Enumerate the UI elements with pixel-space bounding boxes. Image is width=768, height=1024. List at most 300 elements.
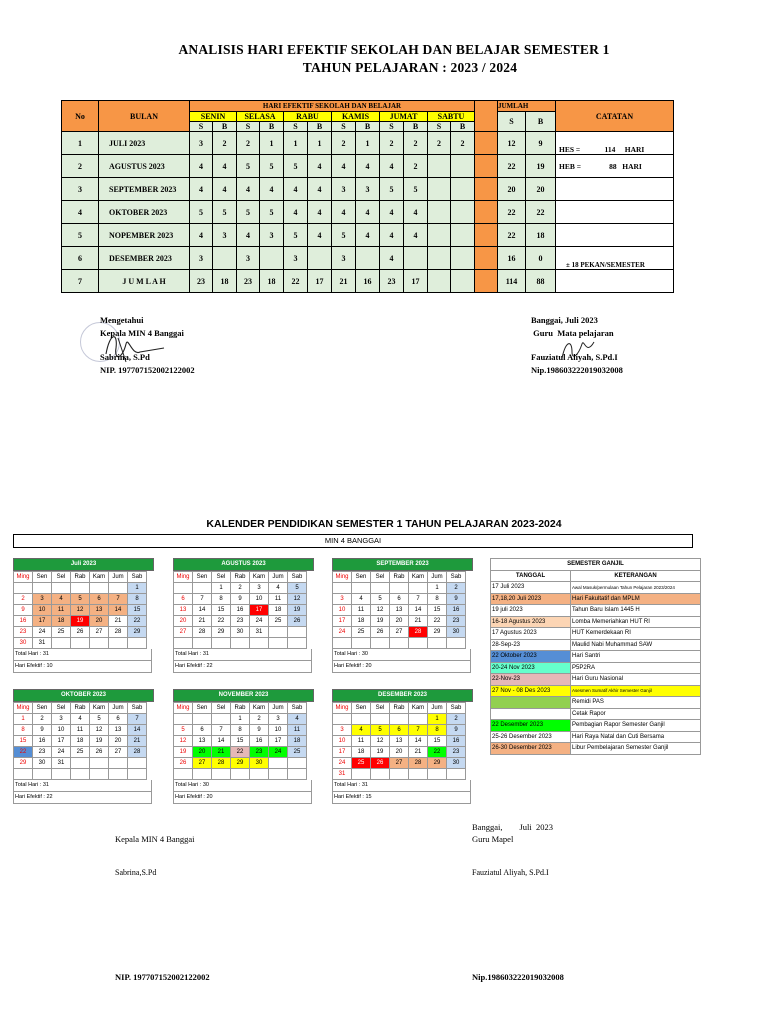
day-value — [451, 201, 475, 224]
calendar-day — [447, 638, 466, 649]
legend-row — [491, 628, 701, 640]
page-title: ANALISIS HARI EFEKTIF SEKOLAH DAN BELAJAR SEMESTER 1 — [178, 42, 610, 57]
calendar-day: 4 — [269, 583, 288, 594]
calendar-day: 9 — [447, 725, 466, 736]
calendar-day: 14 — [109, 605, 128, 616]
day-value: 4 — [380, 224, 404, 247]
legend-date: 22 Oktober 2023 — [491, 651, 571, 663]
weekday-header: Jum — [269, 572, 288, 583]
calendar-day: 26 — [288, 616, 307, 627]
day-value — [260, 247, 284, 270]
calendar-day — [174, 714, 193, 725]
calendar-day — [52, 638, 71, 649]
month-row — [62, 247, 674, 270]
calendar-day: 15 — [14, 736, 33, 747]
calendar-day: 6 — [193, 725, 212, 736]
calendar-day: 11 — [269, 594, 288, 605]
calendar-day — [71, 769, 90, 780]
calendar-day — [409, 769, 428, 780]
day-value: 2 — [404, 155, 428, 178]
legend-desc: Asesmen Sumatif Akhir Semester Ganjil — [571, 685, 701, 697]
calendar-day: 17 — [333, 747, 352, 758]
month-name: DESEMBER 2023 — [99, 247, 190, 270]
calendar-day: 17 — [250, 605, 269, 616]
weekday-header: Rab — [231, 572, 250, 583]
month-effective-days: Hari Efektif : 22 — [13, 792, 152, 804]
calendar-day — [288, 769, 307, 780]
jumlah-s: 20 — [498, 178, 526, 201]
calendar-day — [231, 769, 250, 780]
day-value: 2 — [428, 132, 451, 155]
month-total-days: Total Hari : 31 — [332, 780, 471, 792]
header-no: No — [62, 101, 99, 132]
calendar-day: 31 — [52, 758, 71, 769]
calendar-day: 29 — [212, 627, 231, 638]
calendar-day: 3 — [33, 594, 52, 605]
bottom-right-place: Banggai, Juli 2023 — [472, 822, 553, 832]
month-calendar — [173, 689, 314, 804]
calendar-day: 26 — [371, 627, 390, 638]
spacer-cell — [475, 155, 498, 178]
weekday-header: Sen — [33, 703, 52, 714]
weekday-header: Sel — [212, 572, 231, 583]
calendar-day: 11 — [288, 725, 307, 736]
calendar-day — [333, 583, 352, 594]
catatan-cell: HEB = 88 HARI — [556, 155, 674, 178]
sub-header-s: S — [380, 122, 404, 132]
calendar-day — [288, 627, 307, 638]
day-value: 5 — [284, 155, 308, 178]
calendar-day: 24 — [333, 627, 352, 638]
legend-desc: Hari Raya Natal dan Cuti Bersama — [571, 731, 701, 743]
calendar-day: 1 — [128, 583, 147, 594]
weekday-header: Sen — [33, 572, 52, 583]
weekday-header: Sab — [128, 572, 147, 583]
day-value — [428, 224, 451, 247]
calendar-day: 15 — [428, 736, 447, 747]
calendar-day: 20 — [174, 616, 193, 627]
day-value: 2 — [380, 132, 404, 155]
calendar-day: 6 — [390, 594, 409, 605]
calendar-day: 1 — [212, 583, 231, 594]
day-value: 4 — [213, 178, 237, 201]
calendar-day: 18 — [288, 736, 307, 747]
calendar-day: 7 — [109, 594, 128, 605]
calendar-day — [250, 638, 269, 649]
day-header-kamis: KAMIS — [332, 112, 380, 122]
month-name: OKTOBER 2023 — [99, 201, 190, 224]
bottom-left-nip: NIP. 197707152002122002 — [115, 972, 210, 982]
calendar-day: 29 — [428, 627, 447, 638]
weekday-header: Rab — [71, 572, 90, 583]
calendar-day — [371, 714, 390, 725]
legend-row — [491, 708, 701, 720]
calendar-day: 16 — [447, 605, 466, 616]
calendar-day: 15 — [212, 605, 231, 616]
calendar-day — [447, 769, 466, 780]
calendar-day: 19 — [71, 616, 90, 627]
calendar-day — [33, 769, 52, 780]
month-row — [62, 201, 674, 224]
calendar-day: 27 — [90, 627, 109, 638]
calendar-day — [90, 769, 109, 780]
calendar-day: 6 — [109, 714, 128, 725]
calendar-day — [231, 638, 250, 649]
calendar-day: 2 — [14, 594, 33, 605]
legend-row — [491, 605, 701, 617]
day-value — [451, 247, 475, 270]
calendar-day: 1 — [231, 714, 250, 725]
legend-header-keterangan: KETERANGAN — [571, 570, 701, 582]
calendar-day — [109, 583, 128, 594]
jumlah-b: 88 — [526, 270, 556, 293]
calendar-day: 12 — [288, 594, 307, 605]
spacer-cell — [475, 270, 498, 293]
catatan-cell — [556, 270, 674, 293]
day-value: 5 — [404, 178, 428, 201]
spacer-cell — [475, 201, 498, 224]
jumlah-b: 20 — [526, 178, 556, 201]
weekday-header: Sen — [352, 703, 371, 714]
legend-desc: P5P2RA — [571, 662, 701, 674]
weekday-header: Sen — [193, 703, 212, 714]
weekday-header: Rab — [390, 572, 409, 583]
calendar-day: 31 — [250, 627, 269, 638]
legend-row — [491, 720, 701, 732]
weekday-header: Rab — [390, 703, 409, 714]
legend-row — [491, 697, 701, 709]
sub-header-b: B — [404, 122, 428, 132]
legend-date: 28-Sep-23 — [491, 639, 571, 651]
calendar-day: 31 — [33, 638, 52, 649]
weekday-header: Sel — [371, 703, 390, 714]
calendar-day — [390, 638, 409, 649]
total-row — [62, 270, 674, 293]
legend-row — [491, 616, 701, 628]
calendar-day — [52, 769, 71, 780]
day-value: 1 — [284, 132, 308, 155]
weekday-header: Kam — [250, 703, 269, 714]
legend-date: 26-30 Desember 2023 — [491, 743, 571, 755]
calendar-day: 19 — [90, 736, 109, 747]
calendar-day: 28 — [409, 627, 428, 638]
calendar-day: 17 — [33, 616, 52, 627]
day-header-selasa: SELASA — [237, 112, 284, 122]
sub-header-s: S — [237, 122, 260, 132]
month-total-days: Total Hari : 30 — [173, 780, 312, 792]
legend-date — [491, 708, 571, 720]
calendar-day: 13 — [174, 605, 193, 616]
header-jumlah: JUMLAH — [498, 101, 556, 112]
day-value: 5 — [260, 201, 284, 224]
calendar-day: 25 — [288, 747, 307, 758]
month-calendar — [173, 558, 314, 673]
calendar-day: 20 — [90, 616, 109, 627]
weekday-header: Sab — [128, 703, 147, 714]
weekday-header: Sab — [447, 572, 466, 583]
month-row — [62, 178, 674, 201]
calendar-day: 12 — [174, 736, 193, 747]
calendar-day: 3 — [250, 583, 269, 594]
bottom-right-title: Guru Mapel — [472, 834, 514, 844]
legend-desc: Libur Pembelajaran Semester Ganjil — [571, 743, 701, 755]
calendar-day: 15 — [231, 736, 250, 747]
day-value: 17 — [404, 270, 428, 293]
calendar-day: 30 — [33, 758, 52, 769]
weekday-header: Sab — [447, 703, 466, 714]
calendar-day: 12 — [71, 605, 90, 616]
calendar-day: 6 — [390, 725, 409, 736]
header-catatan: CATATAN — [556, 101, 674, 132]
calendar-day: 29 — [128, 627, 147, 638]
calendar-day: 8 — [231, 725, 250, 736]
row-no: 4 — [62, 201, 99, 224]
sub-header-s: S — [190, 122, 213, 132]
legend-date: 27 Nov - 08 Des 2023 — [491, 685, 571, 697]
calendar-day — [352, 638, 371, 649]
month-effective-days: Hari Efektif : 20 — [332, 661, 471, 673]
calendar-day: 5 — [371, 594, 390, 605]
jumlah-b: 9 — [526, 132, 556, 155]
day-value: 5 — [284, 224, 308, 247]
weekday-header: Sab — [288, 703, 307, 714]
calendar-day: 25 — [71, 747, 90, 758]
calendar-day: 19 — [371, 616, 390, 627]
calendar-day — [90, 758, 109, 769]
calendar-day: 28 — [409, 758, 428, 769]
calendar-day: 20 — [109, 736, 128, 747]
month-total-days: Total Hari : 30 — [332, 649, 471, 661]
day-value: 4 — [380, 247, 404, 270]
day-value: 4 — [308, 178, 332, 201]
day-value: 16 — [356, 270, 380, 293]
sign-left-nip: NIP. 197707152002122002 — [100, 364, 195, 375]
legend-row — [491, 731, 701, 743]
calendar-day: 19 — [174, 747, 193, 758]
calendar-day: 23 — [231, 616, 250, 627]
day-value: 3 — [284, 247, 308, 270]
calendar-day — [428, 769, 447, 780]
calendar-day: 11 — [352, 605, 371, 616]
calendar-day: 9 — [447, 594, 466, 605]
day-value: 3 — [332, 247, 356, 270]
calendar-day: 20 — [390, 616, 409, 627]
calendar-day: 2 — [447, 714, 466, 725]
calendar-day: 25 — [352, 627, 371, 638]
calendar-day: 30 — [447, 758, 466, 769]
catatan-cell — [556, 224, 674, 247]
day-value: 4 — [237, 178, 260, 201]
legend-row — [491, 582, 701, 594]
legend-date: 19 juli 2023 — [491, 605, 571, 617]
calendar-day — [90, 638, 109, 649]
calendar-day: 31 — [333, 769, 352, 780]
sign-right-block — [531, 314, 623, 376]
calendar-day — [352, 583, 371, 594]
month-title: OKTOBER 2023 — [13, 689, 154, 702]
calendar-day — [409, 583, 428, 594]
calendar-day — [212, 769, 231, 780]
day-value — [213, 247, 237, 270]
calendar-day: 25 — [352, 758, 371, 769]
weekday-header: Ming — [333, 703, 352, 714]
day-value: 4 — [190, 155, 213, 178]
day-value — [451, 155, 475, 178]
calendar-day — [269, 769, 288, 780]
month-title: Juli 2023 — [13, 558, 154, 571]
calendar-day: 24 — [269, 747, 288, 758]
legend-desc: Awal Masuk/permulaan Tahun Pelajaran 2023/2024 — [571, 582, 701, 594]
page-subtitle: TAHUN PELAJARAN : 2023 / 2024 — [302, 60, 518, 75]
calendar-day: 28 — [212, 758, 231, 769]
day-value: 23 — [190, 270, 213, 293]
weekday-header: Jum — [109, 703, 128, 714]
calendar-day: 20 — [193, 747, 212, 758]
calendar-day — [409, 714, 428, 725]
day-value: 2 — [404, 132, 428, 155]
calendar-day: 16 — [447, 736, 466, 747]
day-value: 4 — [380, 201, 404, 224]
calendar-day: 10 — [33, 605, 52, 616]
sign-right-nip: Nip.198603222019032008 — [531, 364, 623, 375]
calendar-day: 3 — [52, 714, 71, 725]
day-value — [356, 247, 380, 270]
calendar-day: 9 — [250, 725, 269, 736]
calendar-day: 25 — [52, 627, 71, 638]
calendar-day — [109, 758, 128, 769]
day-value: 4 — [190, 224, 213, 247]
sign-left-label: Mengetahui — [100, 315, 144, 325]
calendar-day: 10 — [333, 736, 352, 747]
calendar-day: 27 — [174, 627, 193, 638]
month-effective-days: Hari Efektif : 10 — [13, 661, 152, 673]
legend-desc: Hari Guru Nasional — [571, 674, 701, 686]
calendar-day — [193, 583, 212, 594]
legend-desc: Pembagian Rapor Semester Ganjil — [571, 720, 701, 732]
day-value: 4 — [284, 178, 308, 201]
calendar-day — [193, 638, 212, 649]
day-value: 4 — [190, 178, 213, 201]
jumlah-s: 22 — [498, 224, 526, 247]
calendar-day: 1 — [428, 714, 447, 725]
legend-desc: Tahun Baru Islam 1445 H — [571, 605, 701, 617]
day-value: 3 — [213, 224, 237, 247]
month-title: AGUSTUS 2023 — [173, 558, 314, 571]
calendar-day: 13 — [193, 736, 212, 747]
weekday-header: Kam — [90, 572, 109, 583]
day-value: 18 — [213, 270, 237, 293]
day-value: 5 — [260, 155, 284, 178]
day-value: 17 — [308, 270, 332, 293]
calendar-day: 12 — [371, 736, 390, 747]
month-row — [62, 132, 674, 155]
calendar-day — [390, 714, 409, 725]
sub-header-s: S — [428, 122, 451, 132]
calendar-day: 21 — [212, 747, 231, 758]
spacer-cell — [475, 178, 498, 201]
weekday-header: Sen — [352, 572, 371, 583]
calendar-day: 28 — [109, 627, 128, 638]
day-value: 18 — [260, 270, 284, 293]
day-value: 4 — [404, 224, 428, 247]
weekday-header: Jum — [428, 572, 447, 583]
calendar-day: 30 — [14, 638, 33, 649]
calendar-day: 9 — [33, 725, 52, 736]
legend-desc: HUT Kemerdekaan RI — [571, 628, 701, 640]
sub-header-s: S — [284, 122, 308, 132]
row-no: 1 — [62, 132, 99, 155]
day-value: 4 — [332, 155, 356, 178]
spacer-cell — [475, 224, 498, 247]
sign-left-name: Sabrina, S.Pd — [100, 352, 150, 362]
legend-desc: Maulid Nabi Muhammad SAW — [571, 639, 701, 651]
calendar-day — [390, 769, 409, 780]
calendar-day: 18 — [352, 747, 371, 758]
month-effective-days: Hari Efektif : 22 — [173, 661, 312, 673]
day-value — [428, 270, 451, 293]
jumlah-b: 0 — [526, 247, 556, 270]
calendar-day — [269, 758, 288, 769]
month-effective-days: Hari Efektif : 15 — [332, 792, 471, 804]
jumlah-b: 18 — [526, 224, 556, 247]
legend-date: 17,18,20 Juli 2023 — [491, 593, 571, 605]
legend-date: 17 Agustus 2023 — [491, 628, 571, 640]
day-value — [428, 201, 451, 224]
day-value — [451, 224, 475, 247]
day-value: 1 — [260, 132, 284, 155]
calendar-day — [128, 769, 147, 780]
calendar-day: 13 — [90, 605, 109, 616]
calendar-day — [250, 769, 269, 780]
day-value: 4 — [356, 155, 380, 178]
calendar-day: 29 — [428, 758, 447, 769]
calendar-day — [212, 714, 231, 725]
calendar-day — [352, 714, 371, 725]
calendar-day: 8 — [428, 594, 447, 605]
total-label: J U M L A H — [99, 270, 190, 293]
calendar-day: 9 — [231, 594, 250, 605]
day-value: 22 — [284, 270, 308, 293]
legend-row — [491, 674, 701, 686]
legend-desc: Cetak Rapor — [571, 708, 701, 720]
calendar-day: 12 — [371, 605, 390, 616]
bottom-right-nip: Nip.198603222019032008 — [472, 972, 564, 982]
calendar-day — [71, 758, 90, 769]
day-value — [451, 178, 475, 201]
effective-days-table — [61, 100, 674, 293]
month-title: SEPTEMBER 2023 — [332, 558, 473, 571]
weekday-header: Ming — [14, 572, 33, 583]
month-total-days: Total Hari : 31 — [173, 649, 312, 661]
sub-header-b: B — [356, 122, 380, 132]
calendar-day: 14 — [212, 736, 231, 747]
weekday-header: Jum — [109, 572, 128, 583]
day-value: 4 — [356, 201, 380, 224]
day-value: 3 — [190, 132, 213, 155]
weekday-header: Kam — [409, 572, 428, 583]
day-value: 3 — [237, 247, 260, 270]
calendar-day: 18 — [52, 616, 71, 627]
sub-header-b: B — [260, 122, 284, 132]
header-hari-efektif: HARI EFEKTIF SEKOLAH DAN BELAJAR — [190, 101, 475, 112]
calendar-day: 5 — [71, 594, 90, 605]
legend-desc: Lomba Memeriahkan HUT RI — [571, 616, 701, 628]
calendar-day — [371, 638, 390, 649]
legend-date: 17 Juli 2023 — [491, 582, 571, 594]
calendar-day: 21 — [409, 616, 428, 627]
day-value — [428, 247, 451, 270]
calendar-day: 18 — [71, 736, 90, 747]
